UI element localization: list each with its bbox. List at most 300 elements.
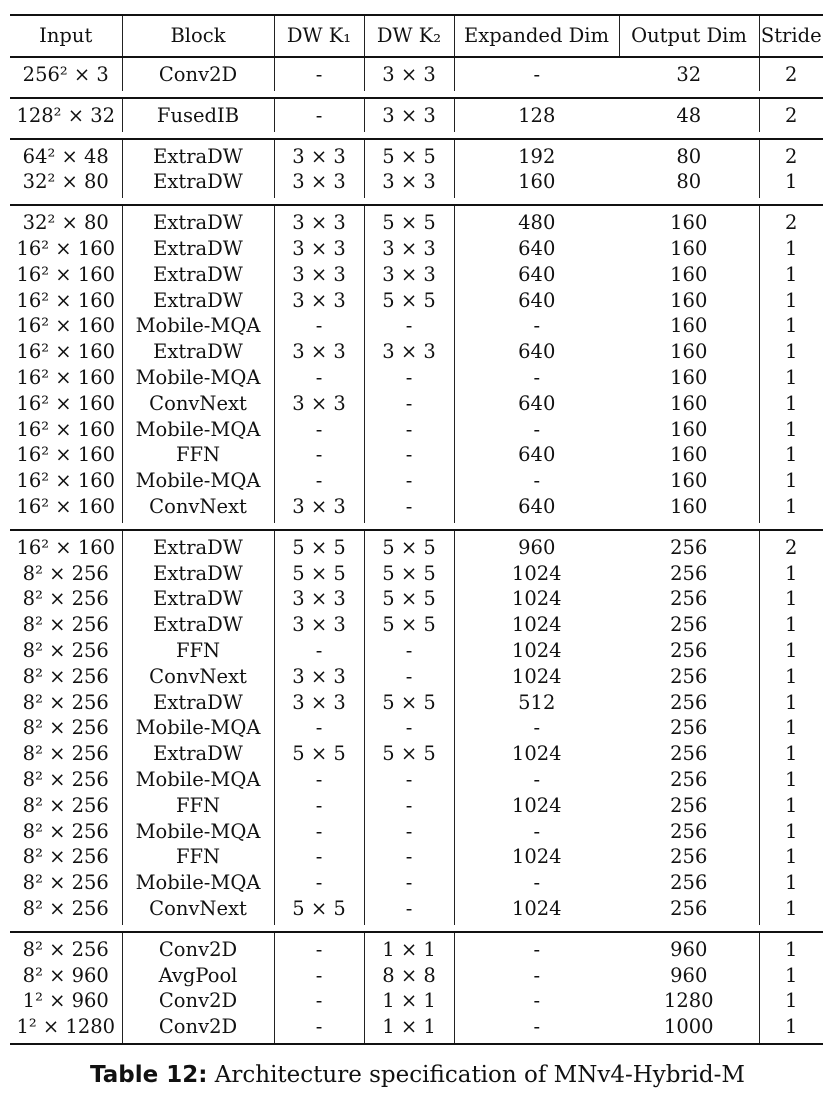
cell-input: 8² × 256 [10,870,122,896]
cell-expanded-dim: 1024 [511,664,562,688]
cell-dw-k2: - [364,417,454,443]
cell-stride: 1 [785,262,798,286]
cell-block: ConvNext [122,896,274,925]
cell-input: 16² × 160 [10,442,122,468]
cell-stride: 1 [785,664,798,688]
cell-input: 8² × 256 [10,561,122,587]
cell-output-dim: 256 [619,844,759,870]
cell-dw-k2: 1 × 1 [364,1014,454,1044]
cell-block: Mobile-MQA [122,365,274,391]
cell-input: 8² × 960 [10,963,122,989]
cell-output-dim: 160 [619,391,759,417]
cell-dw-k1: 3 × 3 [274,288,364,314]
cell-block: FFN [122,638,274,664]
cell-output-dim: 160 [619,262,759,288]
cell-expanded-dim: 1024 [511,896,562,920]
cell-expanded-dim: - [533,469,541,493]
cell-expanded-dim: 192 [454,139,619,170]
cell-dw-k2: - [364,767,454,793]
cell-stride: 2 [759,139,823,170]
caption-text: Architecture specification of MNv4-Hybrid-M [214,1062,745,1088]
cell-dw-k2: 5 × 5 [364,139,454,170]
cell-dw-k1: - [274,313,364,339]
cell-block: ExtraDW [122,236,274,262]
cell-block: Mobile-MQA [122,417,274,443]
cell-output-dim: 160 [619,236,759,262]
cell-expanded-dim: 160 [518,170,556,194]
cell-expanded-dim: 1024 [511,845,562,869]
header-input: Input [10,15,122,57]
table-row [10,205,823,236]
table-row [10,365,823,391]
cell-output-dim: 160 [619,288,759,314]
cell-expanded-dim: - [533,767,541,791]
cell-dw-k1: - [274,870,364,896]
cell-dw-k1: 3 × 3 [274,664,364,690]
table-row [10,844,823,870]
group-gap [10,132,823,139]
cell-stride: 1 [785,391,798,415]
table-body [10,57,823,1044]
cell-expanded-dim: 1024 [511,793,562,817]
cell-expanded-dim: 640 [518,236,556,260]
group-gap [10,91,823,98]
table-caption [0,1062,835,1088]
cell-dw-k1: - [274,767,364,793]
architecture-table-container [10,14,823,1045]
table-row [10,57,823,91]
cell-block: FusedIB [122,98,274,132]
cell-expanded-dim: 128 [454,98,619,132]
cell-output-dim: 960 [619,963,759,989]
cell-dw-k2: 3 × 3 [364,262,454,288]
cell-block: ExtraDW [122,339,274,365]
cell-block: ExtraDW [122,139,274,170]
cell-block: ExtraDW [122,561,274,587]
cell-block: ExtraDW [122,586,274,612]
cell-input: 8² × 256 [10,586,122,612]
cell-expanded-dim: 640 [518,288,556,312]
cell-output-dim: 160 [619,313,759,339]
group-gap-cell [10,91,823,98]
cell-dw-k2: - [364,870,454,896]
cell-input: 16² × 160 [10,391,122,417]
cell-block: Mobile-MQA [122,468,274,494]
cell-dw-k1: 5 × 5 [274,561,364,587]
cell-block: Mobile-MQA [122,819,274,845]
cell-expanded-dim: - [533,314,541,338]
table-row [10,169,823,198]
cell-dw-k2: - [364,664,454,690]
cell-input: 32² × 80 [10,169,122,198]
table-row [10,638,823,664]
cell-output-dim: 256 [619,767,759,793]
cell-stride: 1 [785,767,798,791]
cell-input: 64² × 48 [10,139,122,170]
cell-output-dim: 256 [619,819,759,845]
table-row [10,313,823,339]
cell-output-dim: 1000 [619,1014,759,1044]
group-gap-cell [10,523,823,530]
cell-expanded-dim: 1024 [511,613,562,637]
cell-block: Conv2D [122,988,274,1014]
cell-dw-k1: 3 × 3 [274,391,364,417]
cell-dw-k2: 5 × 5 [364,741,454,767]
cell-output-dim: 160 [619,417,759,443]
cell-dw-k1: - [274,417,364,443]
cell-stride: 1 [785,365,798,389]
group-gap [10,523,823,530]
cell-expanded-dim: 640 [518,262,556,286]
cell-dw-k2: - [364,468,454,494]
table-row [10,690,823,716]
table-row [10,767,823,793]
table-row [10,391,823,417]
cell-dw-k2: 1 × 1 [364,932,454,963]
table-row [10,139,823,170]
cell-expanded-dim: 640 [518,340,556,364]
table-row [10,1014,823,1044]
cell-output-dim: 256 [619,586,759,612]
cell-block: ExtraDW [122,205,274,236]
cell-input: 8² × 256 [10,741,122,767]
cell-output-dim: 256 [619,612,759,638]
cell-stride: 1 [759,1014,823,1044]
cell-stride: 1 [785,613,798,637]
cell-dw-k2: - [364,896,454,925]
cell-output-dim: 256 [619,715,759,741]
cell-block: ExtraDW [122,741,274,767]
cell-block: ExtraDW [122,169,274,198]
cell-output-dim: 160 [619,442,759,468]
cell-dw-k2: - [364,365,454,391]
cell-stride: 1 [785,288,798,312]
cell-stride: 1 [785,443,798,467]
cell-dw-k2: 1 × 1 [364,988,454,1014]
cell-dw-k1: - [274,819,364,845]
cell-dw-k1: - [274,57,364,91]
cell-expanded-dim: 960 [454,530,619,561]
table-row [10,819,823,845]
cell-input: 8² × 256 [10,664,122,690]
cell-block: ExtraDW [122,288,274,314]
cell-block: FFN [122,844,274,870]
group-gap [10,198,823,205]
cell-input: 16² × 160 [10,288,122,314]
header-dw-k1: DW K₁ [274,15,364,57]
cell-dw-k1: - [274,844,364,870]
cell-stride: 1 [785,170,798,194]
cell-dw-k2: 5 × 5 [364,586,454,612]
cell-block: Conv2D [122,932,274,963]
cell-dw-k2: - [364,819,454,845]
cell-input: 8² × 256 [10,896,122,925]
table-row [10,442,823,468]
cell-input: 8² × 256 [10,819,122,845]
cell-dw-k2: 3 × 3 [364,98,454,132]
cell-dw-k2: 5 × 5 [364,530,454,561]
cell-stride: 2 [759,530,823,561]
cell-expanded-dim: - [533,417,541,441]
table-row [10,793,823,819]
cell-stride: 1 [785,469,798,493]
cell-block: FFN [122,793,274,819]
cell-block: ExtraDW [122,612,274,638]
header-output-dim: Output Dim [619,15,759,57]
cell-dw-k2: 3 × 3 [364,236,454,262]
cell-input: 16² × 160 [10,236,122,262]
cell-output-dim: 160 [619,205,759,236]
cell-stride: 1 [785,845,798,869]
cell-input: 16² × 160 [10,530,122,561]
table-row [10,586,823,612]
table-row [10,339,823,365]
cell-output-dim: 256 [619,870,759,896]
table-row [10,664,823,690]
cell-stride: 1 [785,871,798,895]
cell-expanded-dim: 1024 [511,587,562,611]
cell-dw-k1: 5 × 5 [274,530,364,561]
cell-stride: 1 [785,989,798,1013]
cell-expanded-dim: 640 [518,494,556,518]
cell-dw-k1: 3 × 3 [274,205,364,236]
cell-expanded-dim: - [533,716,541,740]
cell-dw-k2: - [364,844,454,870]
header-stride: Stride [759,15,823,57]
table-row [10,236,823,262]
cell-dw-k1: - [274,1014,364,1044]
cell-dw-k2: 8 × 8 [364,963,454,989]
cell-stride: 1 [785,896,798,920]
cell-stride: 1 [785,561,798,585]
cell-input: 128² × 32 [10,98,122,132]
cell-dw-k1: - [274,638,364,664]
cell-dw-k1: - [274,963,364,989]
cell-output-dim: 160 [619,468,759,494]
cell-input: 8² × 256 [10,612,122,638]
cell-block: Mobile-MQA [122,767,274,793]
cell-stride: 2 [759,205,823,236]
cell-block: ConvNext [122,391,274,417]
cell-input: 8² × 256 [10,932,122,963]
cell-dw-k2: 5 × 5 [364,288,454,314]
cell-input: 8² × 256 [10,793,122,819]
header-block: Block [122,15,274,57]
cell-expanded-dim: - [533,871,541,895]
cell-dw-k2: 5 × 5 [364,205,454,236]
cell-input: 8² × 256 [10,767,122,793]
cell-dw-k2: - [364,494,454,523]
cell-output-dim: 48 [619,98,759,132]
cell-stride: 1 [785,819,798,843]
cell-stride: 1 [785,963,798,987]
cell-dw-k1: - [274,365,364,391]
cell-dw-k2: 5 × 5 [364,612,454,638]
cell-block: ConvNext [122,494,274,523]
cell-output-dim: 256 [619,793,759,819]
cell-stride: 1 [785,340,798,364]
cell-output-dim: 160 [619,494,759,523]
header-expanded-dim: Expanded Dim [454,15,619,57]
cell-stride: 2 [759,57,823,91]
table-row [10,988,823,1014]
cell-input: 16² × 160 [10,494,122,523]
cell-input: 16² × 160 [10,313,122,339]
cell-expanded-dim: 640 [518,391,556,415]
cell-expanded-dim: - [533,365,541,389]
cell-output-dim: 256 [619,896,759,925]
group-gap-cell [10,925,823,932]
cell-dw-k1: 3 × 3 [274,236,364,262]
cell-block: Mobile-MQA [122,313,274,339]
architecture-table [10,14,823,1045]
cell-dw-k1: - [274,988,364,1014]
cell-dw-k2: 5 × 5 [364,690,454,716]
cell-dw-k2: 3 × 3 [364,169,454,198]
header-dw-k2: DW K₂ [364,15,454,57]
cell-dw-k1: - [274,932,364,963]
cell-input: 8² × 256 [10,690,122,716]
cell-input: 16² × 160 [10,468,122,494]
cell-block: ExtraDW [122,262,274,288]
cell-dw-k1: 3 × 3 [274,494,364,523]
table-row [10,98,823,132]
cell-output-dim: 1280 [619,988,759,1014]
cell-dw-k1: 3 × 3 [274,169,364,198]
cell-block: Mobile-MQA [122,715,274,741]
cell-dw-k1: 5 × 5 [274,741,364,767]
cell-dw-k2: - [364,442,454,468]
cell-input: 8² × 256 [10,715,122,741]
table-row [10,612,823,638]
cell-dw-k1: - [274,793,364,819]
cell-input: 16² × 160 [10,365,122,391]
cell-expanded-dim: - [533,963,541,987]
cell-expanded-dim: 512 [518,690,556,714]
cell-output-dim: 160 [619,339,759,365]
cell-output-dim: 160 [619,365,759,391]
cell-dw-k1: - [274,442,364,468]
cell-output-dim: 80 [619,139,759,170]
cell-dw-k1: 3 × 3 [274,262,364,288]
cell-dw-k1: - [274,715,364,741]
cell-input: 16² × 160 [10,339,122,365]
cell-stride: 1 [785,236,798,260]
cell-block: AvgPool [122,963,274,989]
cell-stride: 2 [759,98,823,132]
cell-expanded-dim: 1024 [511,561,562,585]
table-row [10,932,823,963]
cell-dw-k2: - [364,715,454,741]
cell-expanded-dim: - [454,932,619,963]
table-row [10,288,823,314]
group-gap-cell [10,198,823,205]
table-row [10,530,823,561]
table-row [10,963,823,989]
cell-input: 256² × 3 [10,57,122,91]
cell-dw-k1: 3 × 3 [274,586,364,612]
cell-dw-k1: - [274,468,364,494]
cell-dw-k1: 3 × 3 [274,339,364,365]
cell-input: 1² × 1280 [10,1014,122,1044]
cell-expanded-dim: 1024 [511,742,562,766]
cell-output-dim: 32 [619,57,759,91]
group-gap [10,925,823,932]
cell-dw-k2: 3 × 3 [364,57,454,91]
cell-block: Mobile-MQA [122,870,274,896]
caption-label: Table 12: [90,1062,208,1088]
cell-output-dim: 256 [619,664,759,690]
cell-dw-k1: 3 × 3 [274,612,364,638]
cell-block: Conv2D [122,1014,274,1044]
cell-output-dim: 256 [619,741,759,767]
table-row [10,896,823,925]
cell-stride: 1 [785,742,798,766]
cell-dw-k2: 5 × 5 [364,561,454,587]
cell-expanded-dim: - [454,1014,619,1044]
cell-dw-k2: - [364,638,454,664]
table-row [10,741,823,767]
cell-stride: 1 [759,932,823,963]
cell-expanded-dim: - [533,819,541,843]
cell-expanded-dim: - [533,989,541,1013]
table-header-row [10,15,823,57]
cell-stride: 1 [785,314,798,338]
cell-input: 32² × 80 [10,205,122,236]
cell-block: ConvNext [122,664,274,690]
cell-dw-k1: 3 × 3 [274,139,364,170]
table-row [10,468,823,494]
cell-output-dim: 256 [619,638,759,664]
cell-stride: 1 [785,417,798,441]
cell-output-dim: 960 [619,932,759,963]
cell-block: FFN [122,442,274,468]
cell-expanded-dim: 480 [454,205,619,236]
cell-input: 16² × 160 [10,262,122,288]
cell-output-dim: 256 [619,561,759,587]
table-row [10,870,823,896]
cell-input: 8² × 256 [10,844,122,870]
cell-stride: 1 [785,793,798,817]
cell-dw-k2: - [364,313,454,339]
cell-output-dim: 80 [619,169,759,198]
cell-dw-k1: 5 × 5 [274,896,364,925]
cell-expanded-dim: - [454,57,619,91]
cell-stride: 1 [785,494,798,518]
table-row [10,715,823,741]
table-row [10,417,823,443]
cell-block: Conv2D [122,57,274,91]
cell-output-dim: 256 [619,690,759,716]
cell-stride: 1 [785,638,798,662]
cell-input: 1² × 960 [10,988,122,1014]
cell-stride: 1 [785,690,798,714]
cell-dw-k1: 3 × 3 [274,690,364,716]
cell-dw-k2: - [364,793,454,819]
cell-dw-k1: - [274,98,364,132]
cell-dw-k2: 3 × 3 [364,339,454,365]
cell-input: 8² × 256 [10,638,122,664]
table-row [10,262,823,288]
table-row [10,494,823,523]
cell-expanded-dim: 1024 [511,638,562,662]
cell-expanded-dim: 640 [518,443,556,467]
cell-output-dim: 256 [619,530,759,561]
cell-stride: 1 [785,716,798,740]
cell-dw-k2: - [364,391,454,417]
table-row [10,561,823,587]
cell-block: ExtraDW [122,530,274,561]
